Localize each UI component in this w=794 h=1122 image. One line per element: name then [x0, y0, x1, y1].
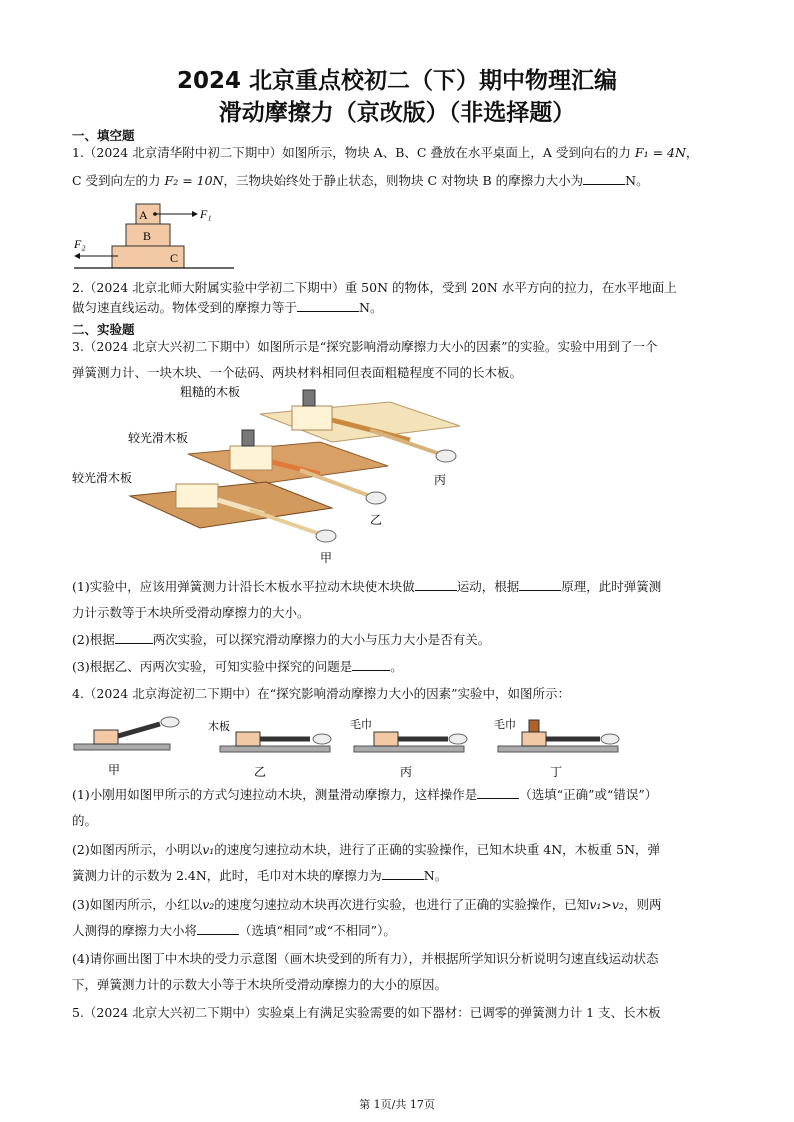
answer-blank[interactable] [115, 629, 153, 644]
hand-icon [449, 734, 467, 744]
label-yi: 乙 [370, 513, 383, 527]
smooth-board-2 [188, 442, 388, 484]
wood-block [176, 484, 218, 508]
answer-blank[interactable] [197, 920, 239, 935]
friction-setups-figure [70, 714, 630, 780]
question-2-line-2: 做匀速直线运动。物体受到的摩擦力等于 N。 [72, 295, 722, 321]
weight-icon [529, 720, 539, 732]
question-4-part-4-line-2: 下，弹簧测力计的示数大小等于木块所受滑动摩擦力的大小的原因。 [72, 977, 448, 992]
f1-label: F₁ [200, 207, 212, 221]
spring-scale-rod [370, 430, 440, 454]
velocity-v2: v₂ [202, 897, 215, 912]
hand-icon [366, 492, 386, 504]
question-2-line-1: 2.（2024 北京北师大附属实验中学初二下期中）重 50N 的物体，受到 20N 水平方向的拉力，在水平地面上 [72, 280, 677, 295]
question-5-line-1: 5.（2024 北京大兴初二下期中）实验桌上有满足实验需要的如下器材：已调零的弹簧测力计 1 支、长木板 [72, 1005, 661, 1020]
question-1-line-1: 1.（2024 北京清华附中初二下期中）如图所示，物块 A、B、C 叠放在水平桌面上，A 受到向右的力 F₁ = 4N， [72, 145, 699, 160]
hand-icon [601, 734, 619, 744]
wood-block [230, 446, 272, 470]
f2-label: F₂ [74, 237, 86, 251]
question-4-part-3-line-1: (3)如图丙所示，小红以v₂的速度匀速拉动木块再次进行实验，也进行了正确的实验操作，已知v₁>v₂，则两 [72, 897, 662, 912]
label-yi: 乙 [254, 765, 267, 779]
label-ding: 丁 [550, 765, 563, 779]
formula-f1: F₁ = 4N [634, 145, 686, 160]
label-bing: 丙 [434, 473, 447, 487]
velocity-v1: v₁ [202, 842, 215, 857]
block-a-label: A [139, 208, 148, 222]
question-3-part-2: (2)根据 两次实验，可以探究滑动摩擦力的大小与压力大小是否有关。 [72, 627, 722, 653]
answer-blank[interactable] [297, 297, 359, 312]
question-4-part-2-line-2: 簧测力计的示数为 2.4N，此时，毛巾对木块的摩擦力为 N。 [72, 863, 722, 889]
question-4-part-1-line-2: 的。 [72, 813, 98, 828]
board-label: 木板 [208, 720, 230, 733]
weight-icon [303, 390, 315, 406]
arrowhead-right-icon [192, 211, 198, 217]
stacked-blocks-figure [70, 198, 240, 272]
section-heading-fill-in: 一、填空题 [72, 128, 135, 143]
hand-icon [161, 717, 179, 727]
question-3-part-1-line-2: 力计示数等于木块所受滑动摩擦力的大小。 [72, 605, 310, 620]
wood-block [522, 732, 546, 746]
answer-blank[interactable] [382, 865, 424, 880]
spring-scale [118, 724, 160, 736]
page-footer: 第 1页/共 17页 [359, 1098, 435, 1111]
question-4-part-2-line-1: (2)如图丙所示，小明以v₁的速度匀速拉动木块，进行了正确的实验操作，已知木块重 4N，木板重 5N，弹 [72, 842, 661, 857]
answer-blank[interactable] [415, 576, 457, 591]
smooth-board-label-1: 较光滑木板 [128, 431, 189, 445]
answer-blank[interactable] [583, 170, 625, 185]
towel-label: 毛巾 [494, 718, 516, 731]
question-3-part-3: (3)根据乙、丙两次实验，可知实验中探究的问题是 。 [72, 654, 722, 680]
answer-blank[interactable] [519, 576, 561, 591]
smooth-board-label-2: 较光滑木板 [72, 471, 133, 485]
board [74, 744, 170, 750]
towel-board [354, 746, 464, 752]
question-3-line-2: 弹簧测力计、一块木块、一个砝码、两块材料相同但表面粗糙程度不同的长木板。 [72, 365, 523, 380]
question-3-line-1: 3.（2024 北京大兴初二下期中）如图所示是“探究影响滑动摩擦力大小的因素”的实验。实验中用到了一个 [72, 339, 658, 354]
label-bing: 丙 [400, 765, 413, 779]
question-3-part-1-line-1: (1)实验中，应该用弹簧测力计沿长木板水平拉动木块使木块做 运动，根据 原理，此时弹簧测 [72, 574, 722, 600]
question-4-part-3-line-2: 人测得的摩擦力大小将 （选填“相同”或“不相同”）。 [72, 918, 722, 944]
formula-f2: F₂ = 10N [164, 173, 224, 188]
wood-block [94, 730, 118, 744]
block-b-label: B [143, 229, 152, 243]
board [220, 746, 330, 752]
answer-blank[interactable] [477, 784, 519, 799]
question-4-line-1: 4.（2024 北京海淀初二下期中）在“探究影响滑动摩擦力大小的因素”实验中，如图所示： [72, 686, 570, 701]
wood-block [236, 732, 260, 746]
rough-board-label: 粗糙的木板 [180, 385, 241, 399]
page-title: 2024 北京重点校初二（下）期中物理汇编 [176, 68, 618, 94]
towel-label: 毛巾 [350, 718, 372, 731]
question-4-part-1-line-1: (1)小刚用如图甲所示的方式匀速拉动木块，测量滑动摩擦力，这样操作是 （选填“正确”或“错误”） [72, 782, 722, 808]
label-jia: 甲 [108, 763, 121, 777]
label-jia: 甲 [320, 551, 333, 565]
page-subtitle: 滑动摩擦力（京改版）（非选择题） [218, 100, 576, 126]
wood-block [292, 406, 332, 430]
wood-block [374, 732, 398, 746]
answer-blank[interactable] [352, 656, 390, 671]
arrowhead-left-icon [74, 253, 80, 259]
hand-icon [316, 530, 336, 542]
towel-board [498, 746, 618, 752]
velocity-comparison: v₁>v₂ [589, 897, 624, 912]
question-4-part-4-line-1: (4)请你画出图丁中木块的受力示意图（画木块受到的所有力），并根据所学知识分析说明匀速直线运动状态 [72, 951, 659, 966]
sliding-friction-experiment-figure [70, 384, 470, 566]
question-1-line-2: C 受到向左的力 F₂ = 10N，三物块始终处于静止状态，则物块 C 对物块 B 的摩擦力大小为 N。 [72, 168, 722, 194]
hand-icon [436, 450, 456, 462]
weight-icon [242, 430, 254, 446]
section-heading-experiment: 二、实验题 [72, 322, 135, 337]
hand-icon [313, 734, 331, 744]
rough-board [260, 402, 460, 442]
block-c-label: C [170, 251, 179, 265]
